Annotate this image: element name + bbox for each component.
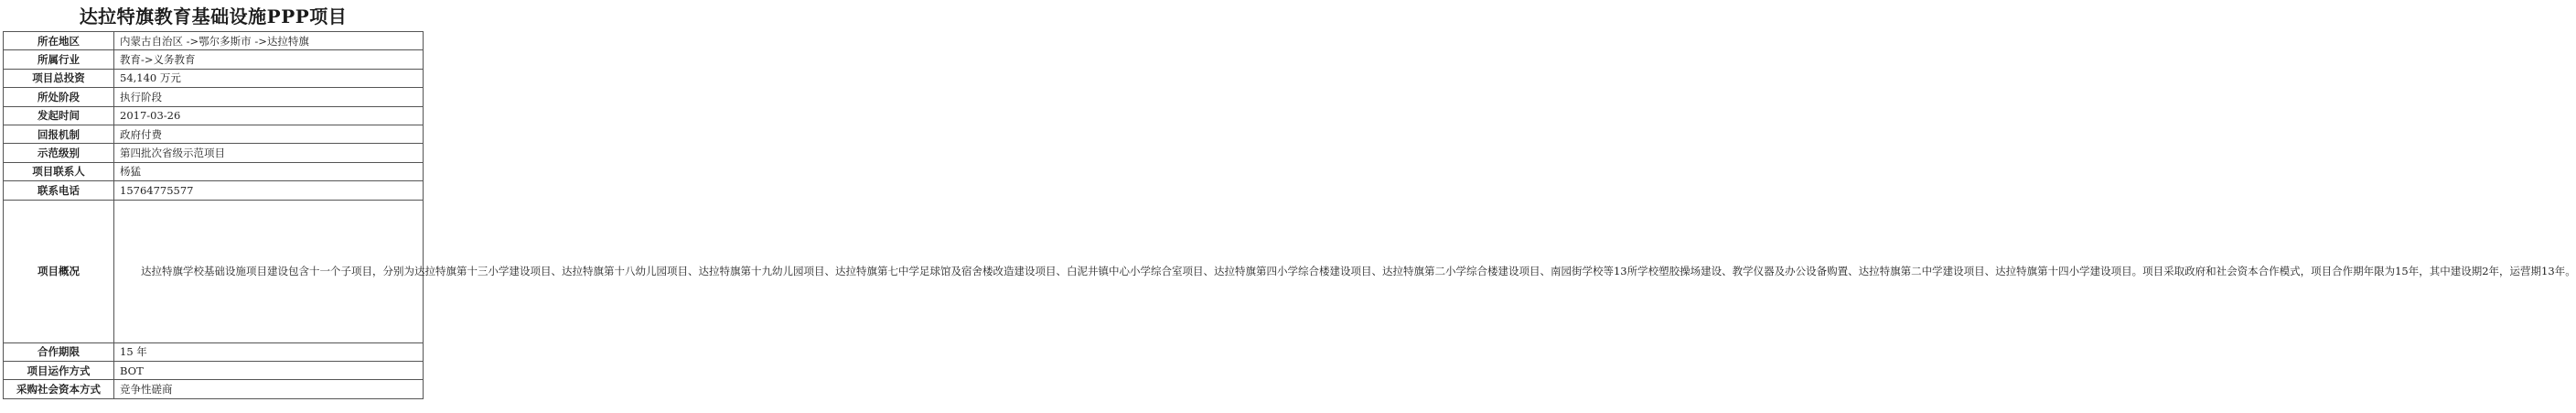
row-label: 项目概况 (4, 200, 114, 342)
row-label: 项目联系人 (4, 162, 114, 180)
row-label: 所在地区 (4, 32, 114, 50)
row-value: BOT (114, 361, 424, 379)
row-label: 所处阶段 (4, 88, 114, 106)
row-label: 示范级别 (4, 144, 114, 162)
row-label: 项目总投资 (4, 69, 114, 87)
row-value: 执行阶段 (114, 88, 424, 106)
table-row-return-mechanism (4, 125, 424, 143)
row-value: 15764775577 (114, 181, 424, 200)
row-value: 教育->义务教育 (114, 50, 424, 69)
row-value: 竞争性磋商 (114, 380, 424, 398)
row-label: 项目运作方式 (4, 361, 114, 379)
row-label: 回报机制 (4, 125, 114, 143)
table-row-demo-level (4, 144, 424, 162)
row-value: 2017-03-26 (114, 106, 424, 125)
row-label: 合作期限 (4, 342, 114, 361)
row-value: 54,140 万元 (114, 69, 424, 87)
table-row-phone (4, 181, 424, 200)
table-row-contact-person (4, 162, 424, 180)
row-value: 内蒙古自治区 ->鄂尔多斯市 ->达拉特旗 (114, 32, 424, 50)
table-row-industry (4, 50, 424, 69)
table-row-overview (4, 200, 424, 342)
table-row-region (4, 32, 424, 50)
row-value: 达拉特旗学校基础设施项目建设包含十一个子项目，分别为达拉特旗第十三小学建设项目、达拉特旗第十八幼儿园项目、达拉特旗第十九幼儿园项目、达拉特旗第七中学足球馆及宿舍楼改造建设项目、白泥井镇中心小学综合室项目、达拉特旗第四小学综合楼建设项目、达拉特旗第二小学综合楼建设项目、南园街学校等13所学校塑胶操场建设、教学仪器及办公设备购置、达拉特旗第二中学建设项目、达拉特旗第十四小学建设项目。项目采取政府和社会资本合作模式，项目合作期年限为15年，其中建设期2年，运营期13年。 (114, 200, 424, 342)
table-row-stage (4, 88, 424, 106)
row-label: 发起时间 (4, 106, 114, 125)
row-label: 所属行业 (4, 50, 114, 69)
row-value: 杨猛 (114, 162, 424, 180)
project-info-table (3, 31, 2576, 399)
table-row-procurement (4, 380, 424, 398)
table-row-start-date (4, 106, 424, 125)
row-value: 15 年 (114, 342, 424, 361)
table-row-investment (4, 69, 424, 87)
row-label: 联系电话 (4, 181, 114, 200)
row-value: 第四批次省级示范项目 (114, 144, 424, 162)
row-value: 政府付费 (114, 125, 424, 143)
row-label: 采购社会资本方式 (4, 380, 114, 398)
table-row-operation-mode (4, 361, 424, 379)
page-title: 达拉特旗教育基础设施PPP项目 (79, 5, 348, 27)
table-row-term (4, 342, 424, 361)
